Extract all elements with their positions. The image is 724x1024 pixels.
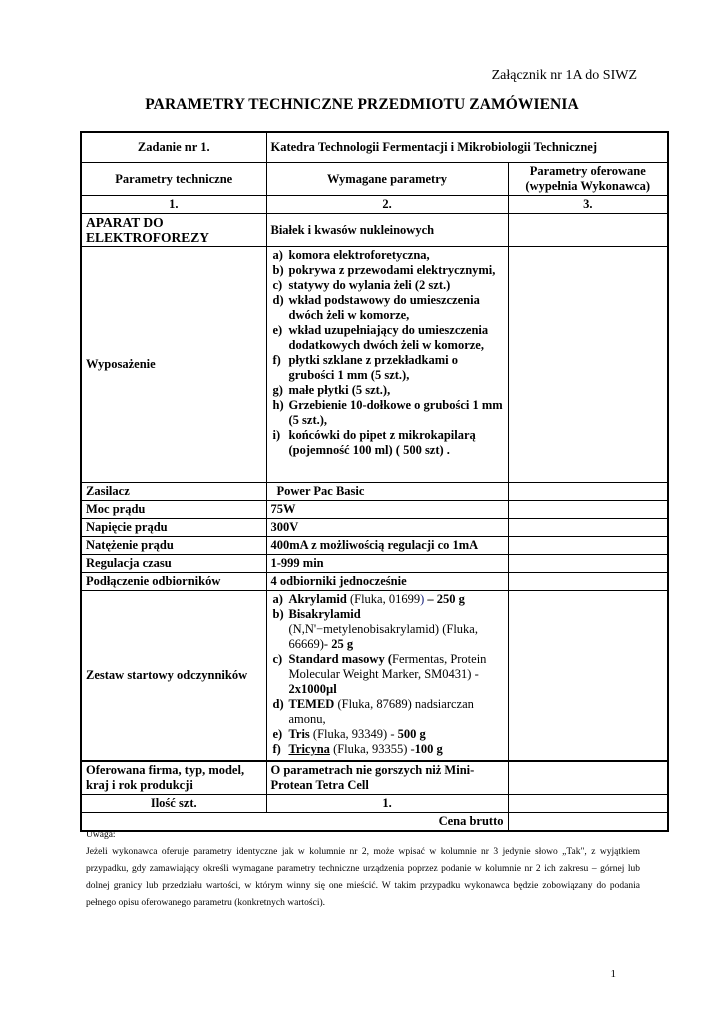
list-marker: i) xyxy=(272,428,281,442)
offered-label: Oferowana firma, typ, model, kraj i rok produkcji xyxy=(81,761,266,795)
page-number: 1 xyxy=(610,968,616,980)
equipment-item-text: małe płytki (5 szt.), xyxy=(288,383,391,397)
equipment-item-text: płytki szklane z przekładkami o grubości 1 mm (5 szt.), xyxy=(288,353,458,382)
column-number-3: 3. xyxy=(508,196,668,214)
apparatus-row xyxy=(81,214,668,247)
spec-row xyxy=(81,537,668,555)
header-technical-params: Parametry techniczne xyxy=(81,163,266,196)
spec-value: Power Pac Basic xyxy=(266,483,508,501)
offered-value: O parametrach nie gorszych niż Mini-Protean Tetra Cell xyxy=(266,761,508,795)
spec-label: Napięcie prądu xyxy=(81,519,266,537)
equipment-item xyxy=(271,323,504,353)
list-marker: f) xyxy=(272,742,281,756)
header-required-params: Wymagane parametry xyxy=(266,163,508,196)
spec-offer-cell[interactable] xyxy=(508,501,668,519)
reagent-name: Standard masowy ( xyxy=(288,652,392,666)
column-number-1: 1. xyxy=(81,196,266,214)
spec-label: Podłączenie odbiorników xyxy=(81,573,266,591)
spec-value: 1-999 min xyxy=(266,555,508,573)
equipment-item xyxy=(271,398,504,428)
reagents-offer-cell[interactable] xyxy=(508,591,668,761)
list-marker: d) xyxy=(272,697,284,711)
offered-row xyxy=(81,761,668,795)
quantity-offer-cell[interactable] xyxy=(508,794,668,812)
equipment-item-text: wkład podstawowy do umieszczenia dwóch żeli w komorze, xyxy=(288,293,480,322)
equipment-label: Wyposażenie xyxy=(81,247,266,483)
equipment-item-text: Grzebienie 10-dołkowe o grubości 1 mm (5 szt.), xyxy=(288,398,503,427)
equipment-item-text: końcówki do pipet z mikrokapilarą (pojemność 100 ml) ( 500 szt) . xyxy=(288,428,476,457)
reagent-item xyxy=(271,742,504,757)
annex-reference: Załącznik nr 1A do SIWZ xyxy=(491,68,637,83)
reagent-name: Bisakrylamid xyxy=(288,607,361,621)
list-marker: g) xyxy=(272,383,283,397)
spec-value: 4 odbiorniki jednocześnie xyxy=(266,573,508,591)
reagents-list xyxy=(271,592,504,757)
task-label: Zadanie nr 1. xyxy=(81,132,266,163)
spec-label: Regulacja czasu xyxy=(81,555,266,573)
apparatus-offer-cell[interactable] xyxy=(508,214,668,247)
reagent-item xyxy=(271,592,504,607)
list-marker: b) xyxy=(272,607,284,621)
reagent-item xyxy=(271,727,504,742)
equipment-item-text: pokrywa z przewodami elektrycznymi, xyxy=(288,263,496,277)
equipment-item xyxy=(271,248,504,263)
list-marker: f) xyxy=(272,353,281,367)
list-marker: a) xyxy=(272,248,283,262)
apparatus-value: Białek i kwasów nukleinowych xyxy=(266,214,508,247)
spec-offer-cell[interactable] xyxy=(508,483,668,501)
spec-value: 75W xyxy=(266,501,508,519)
reagent-detail: (Fluka, 93355) - xyxy=(329,742,415,756)
list-marker: d) xyxy=(272,293,284,307)
equipment-row xyxy=(81,247,668,483)
column-number-2: 2. xyxy=(266,196,508,214)
reagent-detail: Fermentas, Protein Molecular Weight Marker, SM0431) - xyxy=(288,652,487,681)
reagent-detail: (Fluka, 01699 xyxy=(346,592,421,606)
reagent-amount: 500 g xyxy=(397,727,426,741)
spec-offer-cell[interactable] xyxy=(508,537,668,555)
spec-value: 400mA z możliwością regulacji co 1mA xyxy=(266,537,508,555)
notes-heading: Uwaga: xyxy=(86,830,116,840)
equipment-item xyxy=(271,278,504,293)
equipment-item xyxy=(271,383,504,398)
header-row xyxy=(81,163,668,196)
reagent-name: Akrylamid xyxy=(288,592,347,606)
equipment-offer-cell[interactable] xyxy=(508,247,668,483)
reagent-detail: (Fluka, 87689) nadsiarczan amonu, xyxy=(288,697,474,726)
list-marker: h) xyxy=(272,398,284,412)
reagent-amount: – 250 g xyxy=(424,592,465,606)
reagent-detail: (Fluka, 93349) - xyxy=(309,727,398,741)
equipment-item xyxy=(271,353,504,383)
quantity-value: 1. xyxy=(266,794,508,812)
document-title: PARAMETRY TECHNICZNE PRZEDMIOTU ZAMÓWIENIA xyxy=(145,96,579,113)
equipment-item-text: statywy do wylania żeli (2 szt.) xyxy=(288,278,451,292)
apparatus-label: APARAT DO ELEKTROFOREZY xyxy=(81,214,266,247)
equipment-item-text: wkład uzupełniający do umieszczenia dodatkowych dwóch żeli w komorze, xyxy=(288,323,489,352)
reagent-detail: (N,N'−metylenobisakrylamid) (Fluka, 66669)- xyxy=(288,622,478,651)
spec-offer-cell[interactable] xyxy=(508,555,668,573)
equipment-list-cell xyxy=(266,247,508,483)
list-marker: e) xyxy=(272,323,283,337)
spec-row xyxy=(81,555,668,573)
price-label: Cena brutto xyxy=(81,812,508,831)
reagent-name: Tris xyxy=(288,727,310,741)
specification-table xyxy=(80,131,669,832)
reagent-item xyxy=(271,652,504,697)
list-marker: c) xyxy=(272,278,283,292)
reagents-row xyxy=(81,591,668,761)
quantity-row xyxy=(81,794,668,812)
spec-row xyxy=(81,483,668,501)
reagent-name: Tricyna xyxy=(288,742,330,756)
reagent-amount: 25 g xyxy=(331,637,354,651)
quantity-label: Ilość szt. xyxy=(81,794,266,812)
reagent-amount: 100 g xyxy=(414,742,443,756)
equipment-list xyxy=(271,248,504,458)
spec-label: Moc prądu xyxy=(81,501,266,519)
spec-row xyxy=(81,519,668,537)
equipment-item-text: komora elektroforetyczna, xyxy=(288,248,430,262)
task-department: Katedra Technologii Fermentacji i Mikrobiologii Technicznej xyxy=(266,132,668,163)
spec-row xyxy=(81,573,668,591)
equipment-item xyxy=(271,428,504,458)
task-row xyxy=(81,132,668,163)
spec-offer-cell[interactable] xyxy=(508,519,668,537)
column-number-row xyxy=(81,196,668,214)
header-offered-params: Parametry oferowane (wypełnia Wykonawca) xyxy=(508,163,668,196)
list-marker: e) xyxy=(272,727,283,741)
reagent-item xyxy=(271,607,504,652)
reagents-label: Zestaw startowy odczynników xyxy=(81,591,266,761)
reagent-detail-end: ) xyxy=(420,592,425,606)
reagent-item xyxy=(271,697,504,727)
list-marker: c) xyxy=(272,652,283,666)
reagent-amount: 2x1000µl xyxy=(288,682,337,696)
spec-row xyxy=(81,501,668,519)
spec-label: Natężenie prądu xyxy=(81,537,266,555)
list-marker: a) xyxy=(272,592,283,606)
offered-offer-cell[interactable] xyxy=(508,761,668,795)
reagents-list-cell xyxy=(266,591,508,761)
spec-label: Zasilacz xyxy=(81,483,266,501)
equipment-item xyxy=(271,263,504,278)
notes-body: Jeżeli wykonawca oferuje parametry identyczne jak w kolumnie nr 2, może wpisać w kolumnie nr 3 jedynie słowo „Tak", z wyjątkiem przypadku, gdy zamawiający określi wymagane parametry techniczne urządzenia poprzez podanie w kolumnie nr 2 ich zakresu – górnej lub dolnej granicy lub przedziału wartości, w którym winny się one mieścić. W takim przypadku wykonawca będzie zobowiązany do podania pełnego opisu oferowanego parametru (konkretnych wartości). xyxy=(86,847,640,908)
spec-offer-cell[interactable] xyxy=(508,573,668,591)
notes xyxy=(86,827,640,912)
list-marker: b) xyxy=(272,263,284,277)
reagent-name: TEMED xyxy=(288,697,335,711)
equipment-item xyxy=(271,293,504,323)
spec-value: 300V xyxy=(266,519,508,537)
